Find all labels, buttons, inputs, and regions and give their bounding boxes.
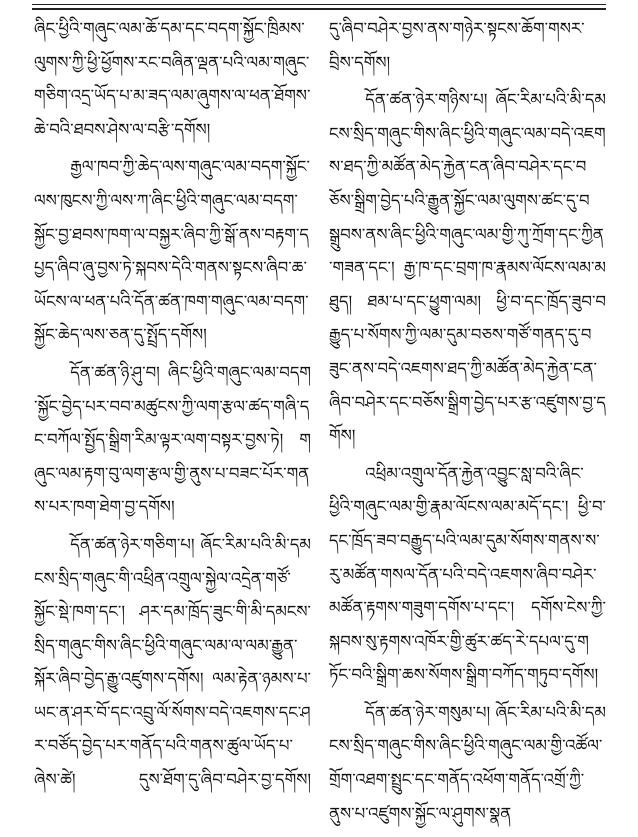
article-paragraph: དོན་ཚན་ཉེར་གསུམ་པ། ཞོང་རིམ་པའི་མི་དམངས་སྲིད་གཞུང་གིས་ཞིང་ཕྱིའི་གཞུང་ལམ་གྱི་འཚོལ་གྲོག་འཐག་སྤྲུང་དང་གནོད་འཕོག་གནོད་འགྲོ་ཀྱི་ནུས་པ་འཛུགས་སྐྱོང་ལ་ཤུགས་སྣན (329, 702, 606, 823)
article-paragraph: དོན་ཚན་ཉེར་གཅིག་པ། ཞོང་རིམ་པའི་མི་དམངས་སྲིད་གཞུང་གི་འཕྲིན་འགྲུལ་སྐྱེལ་འདྲེན་གཙོ་སྐྱོང་སྡེ་ཁག་དང་། ཤར་དམ་ཁྲོད་ཟུང་གི་མི་དམངས་སྲིད་གཞུང་གིས་ཞིང་ཕྱིའི་གཞུང་ལམ་ལ་ལམ་རྒྱུན་སྐོར་ཞིབ་བྱེད་རྒྱུ་འཛུགས་དགོས། ལམ་རྟེན་ཉམས་པ་ཡང་ན་ཤར་བོ་དང་འབྲུ་ལོ་སོགས་བདེ་འཇགས་དང་ཤར་བཙོད་བྱེད་པར་གནོད་པའི་གནས་ཚུལ་ཡོད་པ་ཞེས་ཚེ། དུས་ཐོག་དུ་ཞིབ་བཤེར་བྱ་དགོས། (34, 534, 311, 790)
top-rule-thin (32, 4, 606, 5)
document-page (34, 12, 606, 837)
article-paragraph: དོན་ཚན་ཉི་ཤུ་བ། ཞིང་ཕྱིའི་གཞུང་ལམ་བདག་སྐྱོང་བྱེད་པར་བབ་མཚུངས་ཀྱི་ལག་རྩལ་ཚད་གཞི་དང་བཀོལ་སྤྱོད་སྒྲིག་རིམ་ལྟར་ལག་བསྟར་བྱས་ཏེ། གཞུང་ལམ་རྟག་བུ་ལག་རྩལ་གྱི་ནུས་པ་བཟང་པོར་གནས་པར་ཁག་ཐེག་བྱ་དགོས། (34, 362, 311, 517)
left-column (34, 12, 311, 837)
paragraph: རྒྱལ་ཁབ་ཀྱི་ཆེད་ལས་གཞུང་ལམ་བདག་སྐྱོང་ལས་ཁུངས་ཀྱི་ལས་ཀ་ཞིང་ཕྱིའི་གཞུང་ལམ་བདག་སྐྱོང་བྱ་ཐབས་ཁག་ལ་བསྐྱར་ཞིབ་ཀྱི་སྒོ་ནས་བརྟག་དཔྱད་ཞིབ་ཞུ་བྱས་ཏེ་སྐབས་དེའི་གནས་སྟངས་ཞིབ་ཆ་ཡོངས་ལ་ཕན་པའི་དོན་ཚན་ཁག་གཞུང་ལམ་བདག་སྐྱོང་ཆེད་ལས་ཅན་དུ་སྤྲོད་དགོས། (34, 157, 310, 345)
right-column (329, 12, 606, 837)
paragraph: འཕྲིམ་འགྲུལ་དོན་རྐྱེན་འབྱུང་སླ་བའི་ཞིང་ཕྱིའི་གཞུང་ལམ་གྱི་རྣམ་ལོངས་ལམ་མདོ་དང་། ཕྱི་བ་དང་ཁྲོད་ཟབ་བརྒྱུད་པའི་ལམ་དུམ་སོགས་གནས་ས་རུ་མཚོན་གསལ་དོན་པའི་བདེ་འཇགས་ཞིབ་བཤེར་མཚོན་རྟགས་གཟུག་དགོས་པ་དང་། དགོས་ངེས་ཀྱི་སྐབས་སུ་རྟགས་འཁོར་གྱི་ཚུར་ཚད་རེ་དཔལ་དུ་གཏོང་བའི་སྒྲིག་ཆས་སོགས་སྒྲིག་བཀོད་གཏུབ་དགོས། (329, 463, 606, 685)
top-rule-thick (32, 8, 606, 10)
paragraph: ཞིང་ཕྱིའི་གཞུང་ལམ་ཆོ་དམ་དང་བདག་སྐྱོང་ཁྲིམས་ལུགས་ཀྱི་ཕྱི་ཕྱོགས་རང་བཞིན་ལྡན་པའི་ལམ་གཞུང་གཅིག་འདྲ་ཡོད་པ་མ་ཟད་ལམ་ཞུགས་ལ་ཕན་ཐོགས་ཆེ་བའི་ཐབས་ཤེས་ལ་བརྩི་དགོས། (34, 19, 311, 139)
article-paragraph: དོན་ཚན་ཉེར་གཉིས་པ། ཞོང་རིམ་པའི་མི་དམངས་སྲིད་གཞུང་གིས་ཞིང་ཕྱིའི་གཞུང་ལམ་བདེ་འཇགས་ཐད་ཀྱི་མཚོན་མེད་རྐྱེན་ངན་ཞིབ་བཤེར་དང་བཅོས་སྒྲིག་བྱེད་པའི་རྒྱུན་སྐྱོང་ལམ་ལུགས་ཚང་དུ་བསྒྲུབས་ནས་ཞིང་ཕྱིའི་གཞུང་ལམ་གྱི་ཀུ་ཀྲོག་དང་ཀྱིན་གཟན་དང་། རྒྱ་ཁ་དང་བྲག་ཁ་རྣམས་ལོངས་ལམ་མཐུད། ཐམ་པ་དང་ཕྱུག་ལམ། ཕྱི་བ་དང་ཁྲོད་ཟུབ་བརྒྱུད་པ་སོགས་ཀྱི་ལམ་དུམ་བཅས་གཙོ་གནད་དུ་བཟུང་ནས་བདེ་འཇགས་ཐད་ཀྱི་མཚོན་མེད་རྐྱེན་ངན་ཞིབ་བཤེར་དང་བཅོས་སྒྲིག་བྱེད་པར་རྩ་འཛུགས་བྱ་དགོས། (329, 90, 606, 446)
paragraph: དུ་ཞིབ་བཤེར་བྱས་ནས་གཉེར་སྟངས་ཆོག་གསར་བྲིས་དགོས། (329, 19, 585, 72)
